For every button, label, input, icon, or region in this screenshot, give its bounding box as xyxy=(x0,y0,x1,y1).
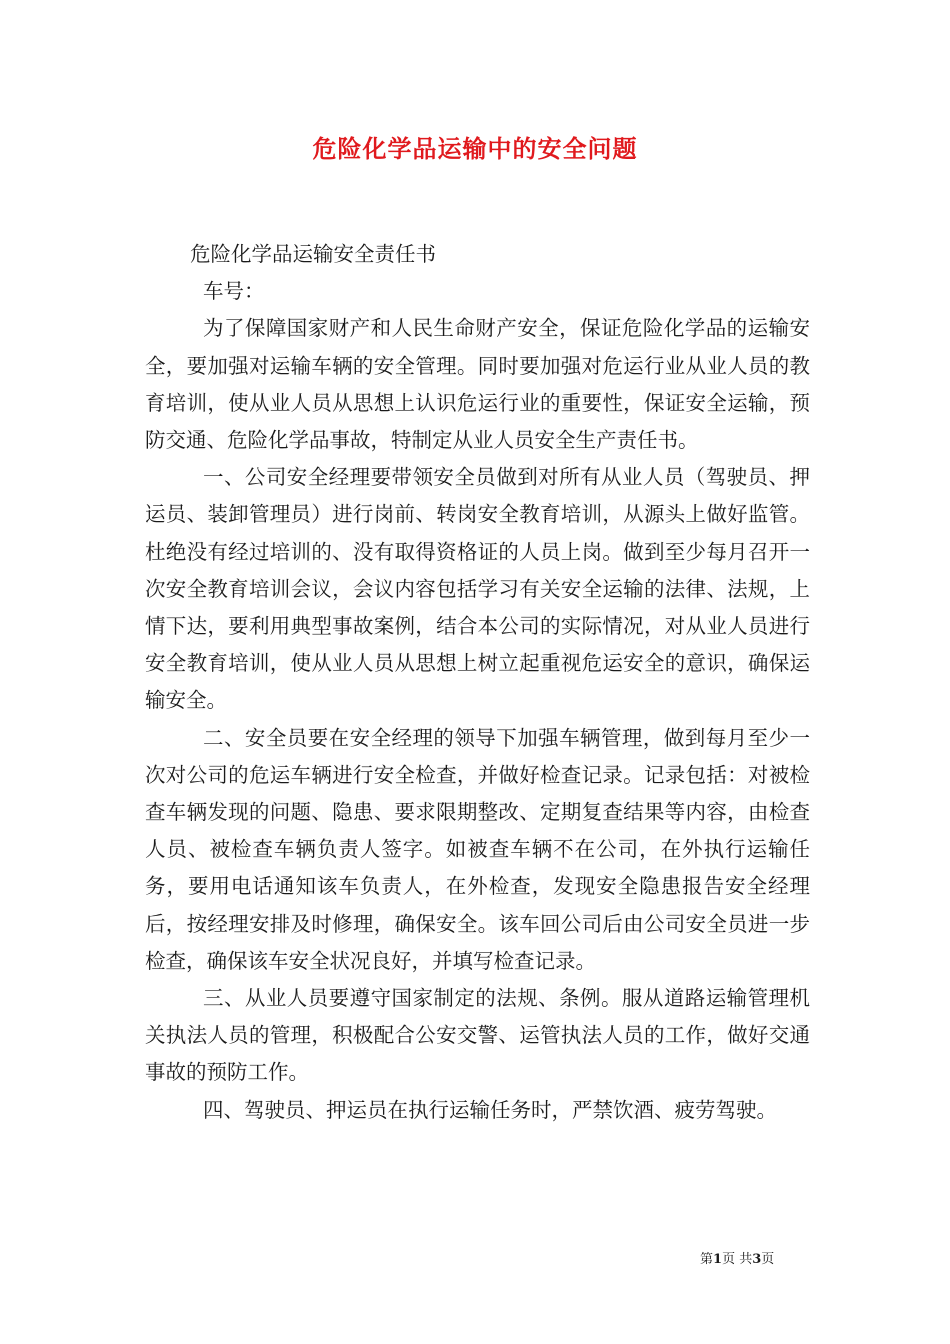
car-number-label: 车号： xyxy=(203,279,265,304)
paragraph-section-4: 四、驾驶员、押运员在执行运输任务时，严禁饮酒、疲劳驾驶。 xyxy=(203,1097,777,1122)
paragraph-section-3: 三、从业人员要遵守国家制定的法规、条例。服从道路运输管理机关执法人员的管理，积极配合公安交警、运管执法人员的工作，做好交通事故的预防工作。 xyxy=(145,986,810,1085)
footer-middle: 页 共 xyxy=(722,1252,753,1267)
footer-total-pages: 3 xyxy=(752,1252,762,1267)
heading-line: 危险化学品运输安全责任书 xyxy=(190,242,436,266)
document-title: 危险化学品运输中的安全问题 xyxy=(312,134,638,163)
page-footer xyxy=(700,1248,774,1267)
footer-suffix: 页 xyxy=(761,1252,775,1267)
paragraph-section-2: 二、安全员要在安全经理的领导下加强车辆管理，做到每月至少一次对公司的危运车辆进行安全检查，并做好检查记录。记录包括：对被检查车辆发现的问题、隐患、要求限期整改、定期复查结果等内容，由检查人员、被检查车辆负责人签字。如被查车辆不在公司，在外执行运输任务，要用电话通知该车负责人，在外检查，发现安全隐患报告安全经理后，按经理安排及时修理，确保安全。该车回公司后由公司安全员进一步检查，确保该车安全状况良好，并填写检查记录。 xyxy=(145,725,810,973)
footer-current-page: 1 xyxy=(713,1252,723,1267)
document-body xyxy=(145,236,810,1129)
footer-prefix: 第 xyxy=(700,1252,714,1267)
paragraph-intro: 为了保障国家财产和人民生命财产安全，保证危险化学品的运输安全，要加强对运输车辆的安全管理。同时要加强对危运行业从业人员的教育培训，使从业人员从思想上认识危运行业的重要性，保证安全运输，预防交通、危险化学品事故，特制定从业人员安全生产责任书。 xyxy=(145,316,810,453)
paragraph-section-1: 一、公司安全经理要带领安全员做到对所有从业人员（驾驶员、押运员、装卸管理员）进行岗前、转岗安全教育培训，从源头上做好监管。杜绝没有经过培训的、没有取得资格证的人员上岗。做到至少每月召开一次安全教育培训会议，会议内容包括学习有关安全运输的法律、法规，上情下达，要利用典型事故案例，结合本公司的实际情况，对从业人员进行安全教育培训，使从业人员从思想上树立起重视危运安全的意识，确保运输安全。 xyxy=(145,465,810,713)
